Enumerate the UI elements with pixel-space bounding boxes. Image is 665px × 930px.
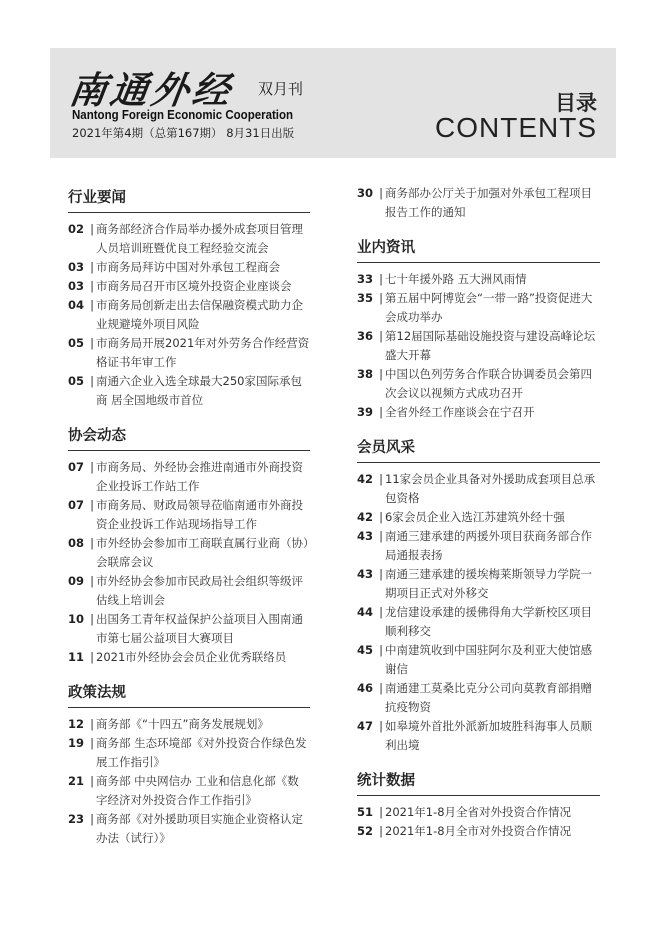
toc-entry[interactable]: [357, 527, 600, 565]
page-number: 38: [357, 367, 374, 381]
entry-title: 市商务局、财政局领导莅临南通市外商投资企业投诉工作站现场指导工作: [96, 498, 303, 531]
separator: |: [379, 510, 383, 524]
entry-title: 中国以色列劳务合作联合协调委员会第四次会议以视频方式成功召开: [385, 367, 592, 400]
section-title: 业内资讯: [357, 236, 600, 263]
toc-entry[interactable]: [68, 734, 310, 772]
page-number: 11: [68, 650, 85, 664]
entry-title: 中南建筑收到中国驻阿尔及利亚大使馆感谢信: [385, 643, 592, 676]
page-number: 07: [68, 460, 85, 474]
separator: |: [379, 329, 383, 343]
section-title: 协会动态: [68, 424, 310, 451]
toc-left-column: [68, 186, 310, 848]
page-number: 23: [68, 812, 85, 826]
toc-entry[interactable]: [68, 220, 310, 258]
separator: |: [90, 612, 94, 626]
entry-title: 出国务工青年权益保护公益项目入围南通市第七届公益项目大赛项目: [96, 612, 303, 645]
toc-entry[interactable]: [357, 470, 600, 508]
entry-title: 全省外经工作座谈会在宁召开: [385, 405, 535, 419]
page-number: 43: [357, 567, 374, 581]
toc-entry[interactable]: [357, 565, 600, 603]
separator: |: [379, 805, 383, 819]
page-number: 52: [357, 824, 374, 838]
page-number: 08: [68, 536, 85, 550]
toc-entry[interactable]: [357, 508, 600, 527]
entry-title: 商务部《对外援助项目实施企业资格认定办法（试行）》: [96, 812, 303, 845]
toc-entry[interactable]: [357, 365, 600, 403]
entry-title: 商务部办公厅关于加强对外承包工程项目报告工作的通知: [385, 186, 592, 219]
toc-heading-en: CONTENTS: [435, 112, 597, 143]
entry-title: 南通六企业入选全球最大250家国际承包商 居全国地级市首位: [96, 374, 302, 407]
entry-title: 商务部 生态环境部《对外投资合作绿色发展工作指引》: [96, 736, 307, 769]
toc-heading-cn: 目录: [555, 91, 597, 115]
separator: |: [90, 536, 94, 550]
entry-title: 市商务局召开市区境外投资企业座谈会: [96, 279, 292, 293]
toc-section: [357, 236, 600, 422]
entry-title: 第12届国际基础设施投资与建设高峰论坛盛大开幕: [385, 329, 596, 362]
toc-entry[interactable]: [68, 372, 310, 410]
page-number: 33: [357, 272, 374, 286]
page-number: 02: [68, 222, 85, 236]
toc-entry[interactable]: [357, 717, 600, 755]
page-number: 04: [68, 298, 85, 312]
entry-title: 商务部《“十四五”商务发展规划》: [96, 717, 269, 731]
masthead: [50, 48, 616, 158]
toc-entry[interactable]: [68, 258, 310, 277]
section-title: 行业要闻: [68, 186, 310, 213]
entry-title: 龙信建设承建的援佛得角大学新校区项目顺利移交: [385, 605, 592, 638]
toc-entry[interactable]: [68, 277, 310, 296]
separator: |: [90, 812, 94, 826]
separator: |: [379, 567, 383, 581]
toc-entry[interactable]: [357, 327, 600, 365]
separator: |: [379, 472, 383, 486]
toc-entry[interactable]: [68, 534, 310, 572]
page-number: 10: [68, 612, 85, 626]
separator: |: [90, 279, 94, 293]
separator: |: [90, 260, 94, 274]
toc-entry[interactable]: [68, 715, 310, 734]
entry-title: 如皋境外首批外派新加坡胜科海事人员顺利出境: [385, 719, 592, 752]
page-number: 43: [357, 529, 374, 543]
entry-title: 南通三建承建的两援外项目获商务部合作局通报表扬: [385, 529, 592, 562]
page-number: 45: [357, 643, 374, 657]
separator: |: [90, 717, 94, 731]
separator: |: [90, 222, 94, 236]
separator: |: [379, 719, 383, 733]
page-number: 36: [357, 329, 374, 343]
page-number: 42: [357, 472, 374, 486]
toc-section: [357, 436, 600, 755]
page-number: 21: [68, 774, 85, 788]
toc-entry[interactable]: [68, 810, 310, 848]
page-number: 09: [68, 574, 85, 588]
publication-frequency: 双月刊: [258, 80, 304, 98]
entry-title: 七十年援外路 五大洲风雨情: [385, 272, 527, 286]
separator: |: [90, 774, 94, 788]
toc-entry[interactable]: [357, 679, 600, 717]
toc-entry[interactable]: [357, 803, 600, 822]
page-number: 46: [357, 681, 374, 695]
toc-section: [357, 769, 600, 841]
entry-title: 市外经协会参加市工商联直属行业商（协）会联席会议: [96, 536, 309, 569]
page-number: 07: [68, 498, 85, 512]
separator: |: [90, 574, 94, 588]
page-number: 47: [357, 719, 374, 733]
page-number: 12: [68, 717, 85, 731]
separator: |: [90, 336, 94, 350]
page-number: 42: [357, 510, 374, 524]
separator: |: [379, 605, 383, 619]
entry-title: 11家会员企业具备对外援助成套项目总承包资格: [385, 472, 596, 505]
toc-section: [68, 186, 310, 410]
entry-title: 商务部 中央网信办 工业和信息化部《数字经济对外投资合作工作指引》: [96, 774, 299, 807]
separator: |: [379, 824, 383, 838]
entry-title: 市商务局、外经协会推进南通市外商投资企业投诉工作站工作: [96, 460, 303, 493]
page-number: 30: [357, 186, 374, 200]
toc-entry[interactable]: [68, 610, 310, 648]
section-title: 会员风采: [357, 436, 600, 463]
separator: |: [379, 643, 383, 657]
entry-title: 第五届中阿博览会“一带一路”投资促进大会成功举办: [385, 291, 593, 324]
entry-title: 6家会员企业入选江苏建筑外经十强: [385, 510, 565, 524]
toc-entry[interactable]: [68, 334, 310, 372]
english-title: Nantong Foreign Economic Cooperation: [72, 108, 294, 122]
section-title: 统计数据: [357, 769, 600, 796]
toc-entry[interactable]: [357, 184, 600, 222]
toc-entry[interactable]: [357, 641, 600, 679]
toc-right-column: [357, 184, 600, 841]
entry-title: 商务部经济合作局举办援外成套项目管理人员培训班暨优良工程经验交流会: [96, 222, 303, 255]
page-number: 39: [357, 405, 374, 419]
section-title: 政策法规: [68, 681, 310, 708]
toc-continued-entries: [357, 184, 600, 222]
toc-entry[interactable]: [357, 603, 600, 641]
toc-entry[interactable]: [68, 648, 310, 667]
entry-title: 2021市外经协会会员企业优秀联络员: [96, 650, 287, 664]
entry-title: 2021年1-8月全省对外投资合作情况: [385, 805, 572, 819]
separator: |: [90, 374, 94, 388]
entry-title: 南通三建承建的援埃梅莱斯领导力学院一期项目正式对外移交: [385, 567, 592, 600]
separator: |: [379, 291, 383, 305]
toc-entry[interactable]: [357, 270, 600, 289]
page-number: 19: [68, 736, 85, 750]
entry-title: 市商务局开展2021年对外劳务合作经营资格证书年审工作: [96, 336, 310, 369]
entry-title: 市商务局拜访中国对外承包工程商会: [96, 260, 280, 274]
entry-title: 市外经协会参加市民政局社会组织等级评估线上培训会: [96, 574, 303, 607]
toc-entry[interactable]: [357, 289, 600, 327]
separator: |: [90, 298, 94, 312]
toc-section: [68, 424, 310, 667]
entry-title: 南通建工莫桑比克分公司向莫教育部捐赠抗疫物资: [385, 681, 592, 714]
separator: |: [379, 681, 383, 695]
separator: |: [379, 272, 383, 286]
separator: |: [379, 405, 383, 419]
toc-entry[interactable]: [68, 772, 310, 810]
page-number: 03: [68, 260, 85, 274]
page-number: 44: [357, 605, 374, 619]
magazine-logo: 南通外经: [66, 68, 237, 112]
page-number: 05: [68, 374, 85, 388]
toc-entry[interactable]: [357, 822, 600, 841]
page-number: 35: [357, 291, 374, 305]
toc-entry[interactable]: [357, 403, 600, 422]
toc-section: [68, 681, 310, 848]
separator: |: [379, 529, 383, 543]
separator: |: [90, 460, 94, 474]
separator: |: [379, 186, 383, 200]
issue-info: 2021年第4期（总第167期） 8月31日出版: [72, 126, 295, 140]
separator: |: [90, 736, 94, 750]
separator: |: [379, 367, 383, 381]
entry-title: 市商务局创新走出去信保融资模式助力企业规避境外项目风险: [96, 298, 303, 331]
separator: |: [90, 498, 94, 512]
toc-entry[interactable]: [68, 496, 310, 534]
page-number: 51: [357, 805, 374, 819]
entry-title: 2021年1-8月全市对外投资合作情况: [385, 824, 572, 838]
toc-entry[interactable]: [68, 458, 310, 496]
page-number: 05: [68, 336, 85, 350]
separator: |: [90, 650, 94, 664]
toc-entry[interactable]: [68, 296, 310, 334]
toc-entry[interactable]: [68, 572, 310, 610]
page-number: 03: [68, 279, 85, 293]
